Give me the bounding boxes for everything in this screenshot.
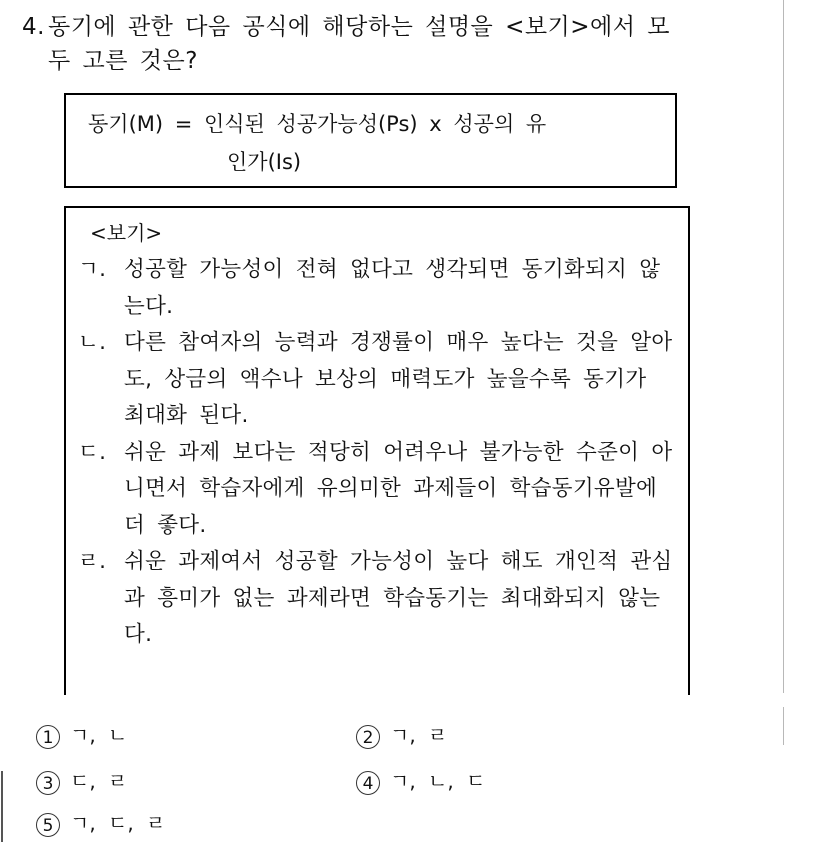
question-text-line2: 두 고른 것은? (48, 48, 198, 74)
bogi-list (78, 252, 678, 654)
option-number-circle: 5 (36, 813, 60, 837)
bogi-text: 쉬운 과제 보다는 적당히 어려우나 불가능한 수준이 아니면서 학습자에게 유의미한 과제들이 학습동기유발에 더 좋다. (124, 439, 673, 538)
option-2[interactable] (356, 722, 447, 749)
bogi-title: <보기> (90, 221, 163, 245)
bogi-marker: ㄹ. (78, 549, 107, 574)
formula-line2: 인가(Is) (227, 150, 302, 174)
bogi-item-giyeok (78, 252, 678, 325)
bogi-item-nieun (78, 325, 678, 435)
bogi-marker: ㄷ. (78, 439, 107, 465)
option-number-circle: 1 (36, 725, 60, 749)
option-5[interactable] (36, 810, 165, 837)
bogi-marker: ㄱ. (78, 257, 107, 282)
question-stem (22, 10, 762, 78)
bogi-text: 다른 참여자의 능력과 경쟁률이 매우 높다는 것을 알아도, 상금의 액수나 보상의 매력도가 높을수록 동기가 최대화 된다. (124, 330, 673, 428)
bogi-text: 성공할 가능성이 전혀 없다고 생각되면 동기화되지 않는다. (124, 257, 661, 319)
option-text: ㄱ, ㄹ (390, 723, 448, 747)
option-number-circle: 4 (356, 771, 380, 795)
option-4[interactable] (356, 768, 485, 795)
option-3[interactable] (36, 768, 127, 795)
option-number-circle: 3 (36, 771, 60, 795)
bogi-item-digeut (78, 435, 678, 545)
question-number: 4. (22, 14, 45, 40)
page-divider-right (783, 0, 784, 693)
formula-box (64, 93, 677, 188)
formula-line1: 동기(M) = 인식된 성공가능성(Ps) x 성공의 유 (88, 112, 547, 136)
page-divider-right-segment (783, 707, 784, 745)
option-text: ㄱ, ㄷ, ㄹ (70, 811, 166, 835)
option-text: ㄱ, ㄴ (70, 723, 128, 747)
page-divider-left (1, 771, 3, 842)
option-1[interactable] (36, 722, 127, 749)
option-text: ㄷ, ㄹ (70, 769, 128, 793)
bogi-marker: ㄴ. (78, 330, 107, 355)
bogi-text: 쉬운 과제여서 성공할 가능성이 높다 해도 개인적 관심과 흥미가 없는 과제라면 학습동기는 최대화되지 않는다. (124, 549, 673, 647)
bogi-item-rieul (78, 544, 678, 654)
question-text-line1: 동기에 관한 다음 공식에 해당하는 설명을 <보기>에서 모 (48, 14, 671, 40)
bogi-box (64, 206, 690, 695)
option-number-circle: 2 (356, 725, 380, 749)
option-text: ㄱ, ㄴ, ㄷ (390, 769, 486, 793)
